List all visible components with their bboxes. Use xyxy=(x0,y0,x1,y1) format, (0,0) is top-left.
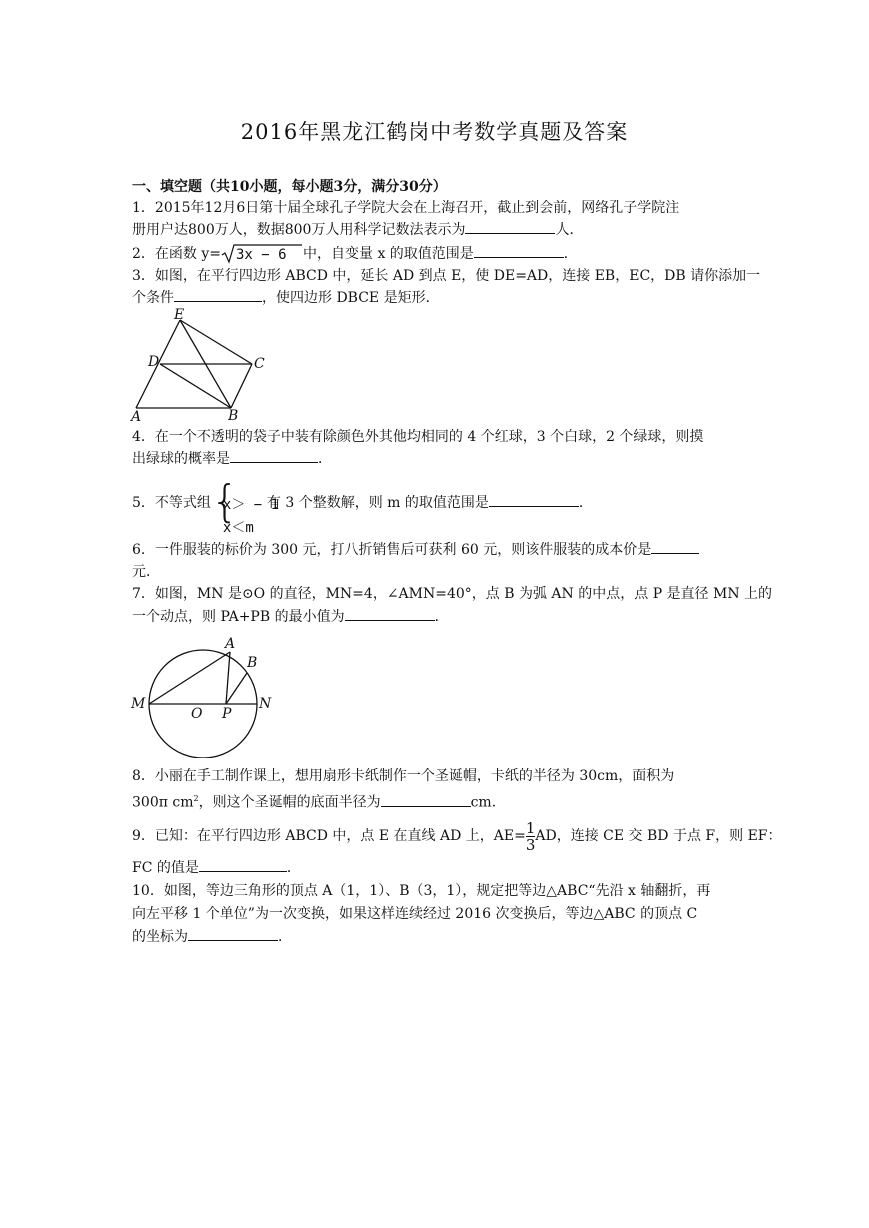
q2-line xyxy=(132,243,578,265)
q8-text-b: ，则这个圣诞帽的底面半径为 xyxy=(198,794,381,811)
label-E: E xyxy=(174,308,185,323)
q9-numerator: 1 xyxy=(525,818,536,837)
q10-text: 的坐标为 xyxy=(132,929,188,945)
q9-text-c: FC 的值是 xyxy=(132,860,199,876)
q7-text: 一个动点，则 PA+PB 的最小值为 xyxy=(132,609,345,625)
q5-text-b: 有 3 个整数解，则 m 的取值范围是 xyxy=(266,495,489,511)
q4-answer-blank[interactable] xyxy=(230,450,318,463)
q8-text-a: 300π cm xyxy=(132,794,194,811)
q2-answer-blank[interactable] xyxy=(474,245,564,258)
edge-EC xyxy=(180,320,252,364)
q9-denominator: 3 xyxy=(525,835,536,854)
q4-text: 出绿球的概率是 xyxy=(132,451,230,467)
q9-text-b: AD，连接 CE 交 BD 于点 F，则 EF： xyxy=(535,828,782,844)
q3-line2 xyxy=(132,289,440,307)
q7-figure xyxy=(128,634,280,758)
q3-line1: 3．如图，在平行四边形 ABCD 中，延长 AD 到点 E，使 DE=AD，连接 EB，EC，DB 请你添加一 xyxy=(132,268,761,284)
segment-AP xyxy=(226,652,230,704)
q3-text: 个条件 xyxy=(132,290,174,306)
q6-answer-blank[interactable] xyxy=(651,541,699,554)
q3-tail: ，使四边形 DBCE 是矩形． xyxy=(262,290,440,306)
label-D: D xyxy=(148,354,160,370)
q4-line2 xyxy=(132,450,332,468)
section-heading: 一、填空题（共10小题，每小题3分，满分30分） xyxy=(132,179,447,195)
q3-answer-blank[interactable] xyxy=(174,289,262,302)
label-M: M xyxy=(131,696,146,712)
brace-icon: { xyxy=(210,476,239,527)
label-N: N xyxy=(259,696,272,712)
q8-line1: 8．小丽在手工制作课上，想用扇形卡纸制作一个圣诞帽，卡纸的半径为 30cm，面积为 xyxy=(132,768,675,784)
q10-line2: 向左平移 1 个单位”为一次变换，如果这样连续经过 2016 次变换后，等边△ABC 的顶点 C xyxy=(132,906,698,922)
q10-line1: 10．如图，等边三角形的顶点 A（1，1）、B（3，1），规定把等边△ABC“先沿 x 轴翻折，再 xyxy=(132,883,711,899)
q1-line2 xyxy=(132,221,583,239)
q8-sup: 2 xyxy=(193,794,199,803)
label-B: B xyxy=(247,655,258,671)
q2-text-a: 2．在函数 y= xyxy=(132,246,221,262)
chord-MA xyxy=(149,652,230,704)
q1-line1: 1．2015年12月6日第十届全球孔子学院大会在上海召开，截止到会前，网络孔子学院注 xyxy=(132,200,680,216)
q5-line xyxy=(132,476,593,536)
q8-tail: cm. xyxy=(470,794,497,811)
q7-line2 xyxy=(132,608,449,626)
q10-answer-blank[interactable] xyxy=(188,928,278,941)
q9-answer-blank[interactable] xyxy=(199,859,287,872)
label-P: P xyxy=(222,706,232,722)
fraction xyxy=(526,820,536,853)
q5-text-a: 5．不等式组 xyxy=(132,495,211,511)
q5-row2: x＜m xyxy=(222,520,254,536)
q2-tail: ． xyxy=(563,246,578,262)
q9-text-a: 9．已知：在平行四边形 ABCD 中，点 E 在直线 AD 上，AE= xyxy=(132,828,526,844)
q9-line1 xyxy=(132,818,782,854)
label-B: B xyxy=(228,408,239,424)
edge-DB xyxy=(160,364,231,408)
q4-line1: 4．在一个不透明的袋子中装有除颜色外其他均相同的 4 个红球，3 个白球，2 个绿球，则摸 xyxy=(132,429,704,445)
segment-PB xyxy=(226,673,247,704)
q7-answer-blank[interactable] xyxy=(345,608,435,621)
q9-tail: ． xyxy=(286,860,301,876)
q10-line3 xyxy=(132,928,292,946)
q5-answer-blank[interactable] xyxy=(489,494,579,507)
q6-text: 6．一件服装的标价为 300 元，打八折销售后可获利 60 元，则该件服装的成本价是 xyxy=(132,542,652,558)
q5-tail: ． xyxy=(578,495,593,511)
q1-tail: 人． xyxy=(555,222,584,238)
label-C: C xyxy=(254,356,265,372)
q4-tail: ． xyxy=(318,451,332,467)
q1-answer-blank[interactable] xyxy=(465,221,555,234)
q3-figure xyxy=(128,308,278,426)
label-A: A xyxy=(225,636,236,652)
label-A: A xyxy=(131,409,142,425)
q7-tail: ． xyxy=(434,609,449,625)
q10-tail: ． xyxy=(278,929,292,945)
q7-line1: 7．如图，MN 是⊙O 的直径，MN=4，∠AMN=40°，点 B 为弧 AN 的中点，点 P 是直径 MN 上的 xyxy=(132,586,773,602)
q9-line2 xyxy=(132,859,301,877)
sqrt-sign xyxy=(221,243,303,265)
q1-text: 册用户达800万人，数据800万人用科学记数法表示为 xyxy=(132,222,466,238)
q8-line2 xyxy=(132,790,496,812)
page-title: 2016年黑龙江鹤岗中考数学真题及答案 xyxy=(240,120,629,144)
q2-radicand: 3x − 6 xyxy=(236,247,287,263)
label-O: O xyxy=(191,706,203,722)
inequality-system xyxy=(210,476,280,536)
q8-answer-blank[interactable] xyxy=(381,794,471,807)
q6-line2: 元． xyxy=(132,564,160,580)
q5-row1: x＞ − 1 xyxy=(222,497,280,513)
edge-BC xyxy=(231,364,252,408)
q2-text-b: 中，自变量 x 的取值范围是 xyxy=(303,246,474,262)
q6-line1 xyxy=(132,541,699,559)
